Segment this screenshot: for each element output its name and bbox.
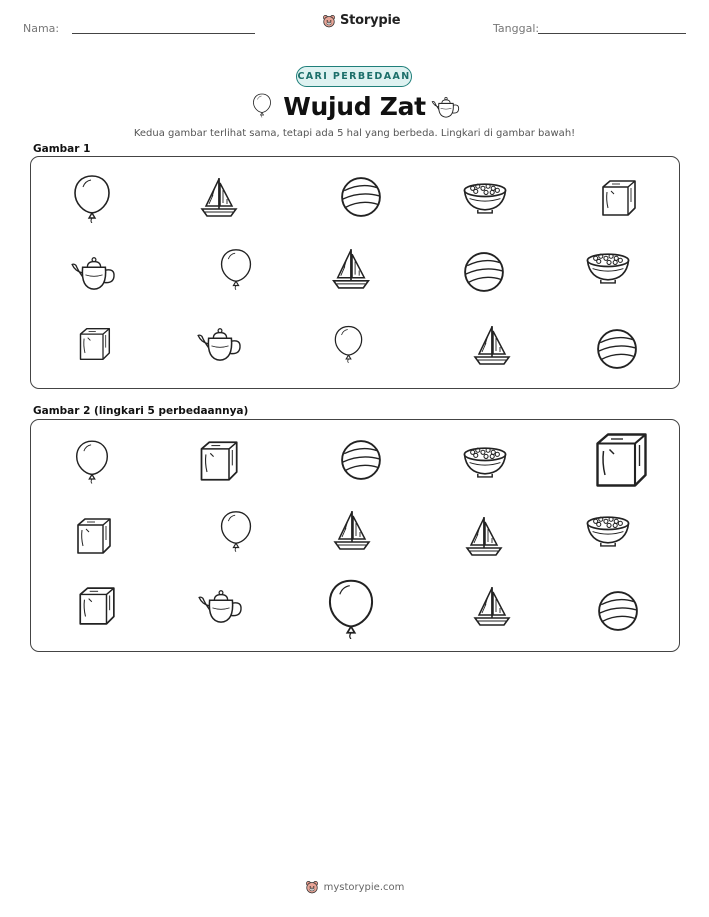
picture2-panel[interactable]	[30, 419, 680, 652]
cereal-bowl-icon[interactable]	[461, 442, 509, 479]
balloon-icon	[219, 247, 253, 290]
activity-badge: CARI PERBEDAAN	[296, 66, 412, 87]
sailboat-icon[interactable]	[330, 508, 374, 552]
picture2-label: Gambar 2 (lingkari 5 perbedaannya)	[33, 405, 249, 417]
teapot-icon[interactable]	[196, 587, 246, 625]
ice-cube-icon[interactable]	[196, 439, 240, 483]
balloon-icon[interactable]	[326, 577, 376, 639]
sailboat-icon[interactable]	[463, 514, 505, 558]
balloon-icon	[252, 92, 272, 118]
ball-icon	[463, 251, 505, 293]
ball-icon	[340, 176, 382, 218]
sailboat-icon	[472, 323, 512, 367]
picture1-label: Gambar 1	[33, 143, 91, 155]
logo-text: Storypie	[340, 13, 401, 28]
balloon-icon[interactable]	[74, 438, 110, 484]
balloon-icon	[333, 323, 364, 364]
balloon-icon	[72, 173, 112, 223]
date-field[interactable]	[538, 33, 686, 34]
name-field[interactable]	[72, 33, 255, 34]
sailboat-icon	[197, 175, 241, 219]
storypie-logo	[322, 13, 400, 28]
ice-cube-icon[interactable]	[72, 516, 114, 556]
footer	[0, 880, 709, 894]
footer-url: mystorypie.com	[323, 881, 405, 893]
page-title: Wujud Zat	[283, 92, 426, 121]
ice-cube-icon	[598, 178, 638, 218]
cereal-bowl-icon	[584, 248, 632, 285]
teapot-icon	[69, 254, 119, 292]
teapot-icon	[430, 95, 462, 119]
ball-icon[interactable]	[597, 590, 639, 632]
sailboat-icon[interactable]	[471, 584, 513, 628]
sailboat-icon	[330, 246, 372, 291]
ice-cube-icon	[76, 325, 112, 363]
date-label: Tanggal:	[493, 22, 540, 35]
bear-icon	[322, 14, 336, 28]
balloon-icon[interactable]	[219, 508, 253, 553]
cereal-bowl-icon	[461, 178, 509, 215]
instruction-text: Kedua gambar terlihat sama, tetapi ada 5 hal yang berbeda. Lingkari di gambar bawah!	[133, 128, 576, 139]
name-label: Nama:	[23, 22, 60, 35]
ice-cube-icon[interactable]	[75, 585, 117, 627]
ball-icon	[596, 328, 638, 370]
ice-cube-icon[interactable]	[589, 430, 651, 490]
picture1-panel	[30, 156, 680, 389]
cereal-bowl-icon[interactable]	[584, 511, 632, 548]
bear-icon	[305, 880, 319, 894]
teapot-icon	[195, 325, 245, 363]
ball-icon[interactable]	[340, 439, 382, 481]
